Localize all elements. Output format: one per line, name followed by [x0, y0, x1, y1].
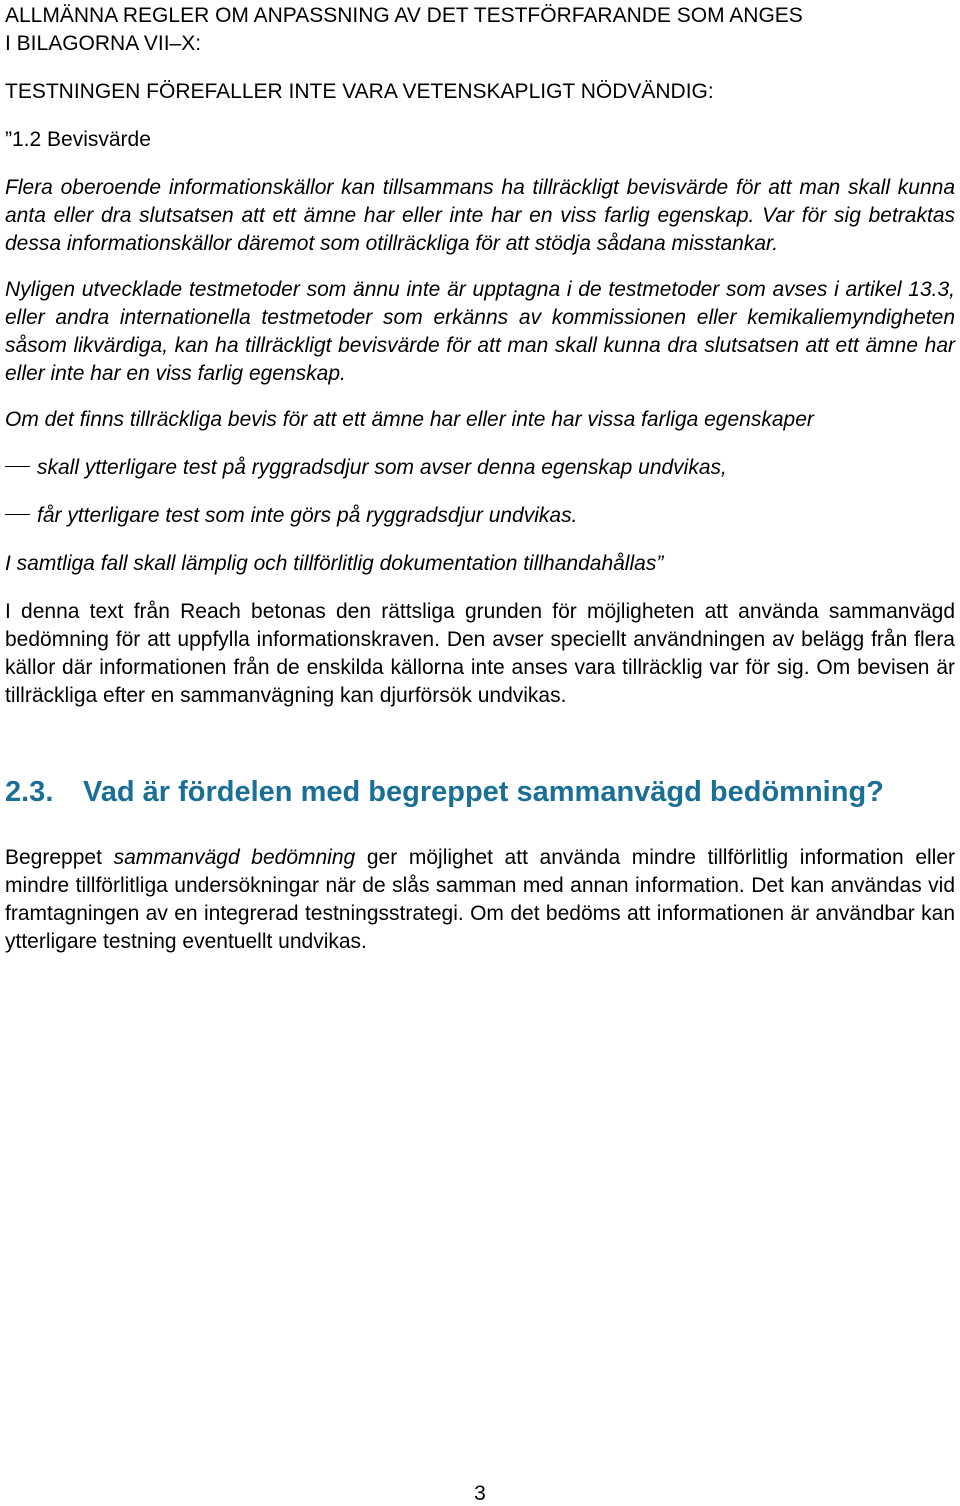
- section-paragraph-rest: ger möjlighet att använda mindre tillförlitlig information eller mindre tillförlitliga undersökningar när de slås samman med annan information. Det kan användas vid framtagningen av en integrerad testningsstrategi. Om det bedöms att informationen är användbar kan ytterligare testning eventuellt undvikas.: [5, 846, 956, 953]
- quote-paragraph-2: Nyligen utvecklade testmetoder som ännu inte är upptagna i de testmetoder som avses i artikel 13.3, eller andra internationella testmetoder som erkänns av kommissionen eller kemikaliemyndigheten såsom likvärdiga, kan ha tillräckligt bevisvärde för att man skall kunna dra slutsatsen att ett ämne har eller inte har en viss farlig egenskap.: [5, 278, 955, 385]
- document-page: [5, 2, 955, 956]
- body-paragraph: I denna text från Reach betonas den rättsliga grunden för möjligheten att använda sammanvägd bedömning för att uppfylla informationskraven. Den avser speciellt användningen av belägg från flera källor där informationen från de enskilda källorna inte anses vara tillräcklig var för sig. Om bevisen är tillräckliga efter en sammanvägning kan djurförsök undvikas.: [5, 600, 955, 707]
- quote-bullet-2: [5, 502, 955, 530]
- section-paragraph: [5, 844, 955, 956]
- section-number: 2.3.: [5, 776, 54, 808]
- quoted-text: [5, 174, 955, 578]
- quote-paragraph-1: Flera oberoende informationskällor kan tillsammans ha tillräckligt bevisvärde för att man skall kunna anta eller dra slutsatsen att ett ämne har eller inte har en viss farlig egenskap. Var för sig betraktas dessa informationskällor däremot som otillräckliga för att stödja sådana misstankar.: [5, 176, 955, 255]
- section-heading: [5, 774, 955, 810]
- quote-section-title: ”1.2 Bevisvärde: [5, 128, 151, 151]
- section-term: sammanvägd bedömning: [113, 846, 356, 869]
- quote-paragraph-4: I samtliga fall skall lämplig och tillförlitlig dokumentation tillhandahållas”: [5, 552, 664, 575]
- dash-mark: [5, 466, 30, 467]
- section-paragraph-start: Begreppet: [5, 846, 114, 869]
- header-line-3: TESTNINGEN FÖREFALLER INTE VARA VETENSKAPLIGT NÖDVÄNDIG:: [5, 80, 714, 103]
- dash-mark: [5, 514, 30, 515]
- header-block: [5, 2, 955, 154]
- page-number: 3: [474, 1482, 486, 1505]
- quote-paragraph-3: Om det finns tillräckliga bevis för att ett ämne har eller inte har vissa farliga egenskaper: [5, 408, 814, 431]
- quote-bullet-2-text: får ytterligare test som inte görs på ryggradsdjur undvikas.: [37, 504, 578, 527]
- quote-bullet-1-text: skall ytterligare test på ryggradsdjur som avser denna egenskap undvikas,: [37, 456, 727, 479]
- section-title: Vad är fördelen med begreppet sammanvägd bedömning?: [83, 776, 884, 808]
- quote-bullet-1: [5, 454, 955, 482]
- header-line-1: ALLMÄNNA REGLER OM ANPASSNING AV DET TESTFÖRFARANDE SOM ANGES: [5, 4, 803, 27]
- header-line-2: I BILAGORNA VII–X:: [5, 32, 202, 55]
